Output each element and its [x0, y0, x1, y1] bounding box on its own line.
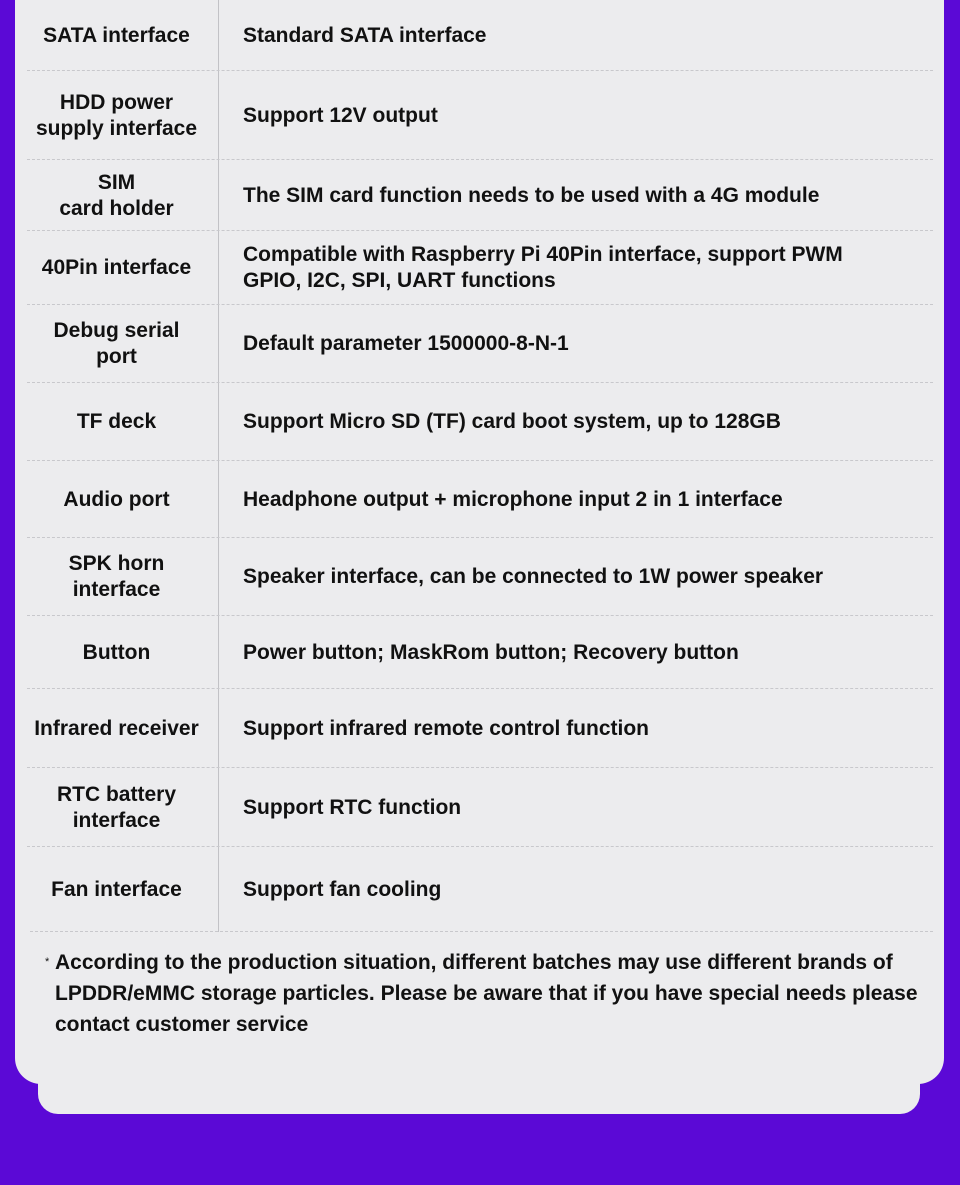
spec-label: RTC battery interface	[15, 768, 219, 847]
spec-row-spk-horn	[15, 538, 944, 616]
spec-card	[15, 0, 944, 1084]
spec-label: HDD power supply interface	[15, 71, 219, 160]
spec-label: Button	[15, 616, 219, 689]
spec-label: Audio port	[15, 461, 219, 538]
spec-label: Fan interface	[15, 847, 219, 932]
spec-label: Debug serial port	[15, 305, 219, 383]
spec-row-audio	[15, 461, 944, 538]
spec-value: Support RTC function	[243, 795, 462, 819]
spec-row-sata	[15, 0, 944, 71]
spec-label: SPK horn interface	[15, 538, 219, 616]
spec-value: Headphone output + microphone input 2 in 1 interface	[243, 487, 783, 511]
spec-row-fan	[15, 847, 944, 932]
spec-value: Default parameter 1500000-8-N-1	[243, 332, 569, 355]
spec-label: SATA interface	[15, 0, 219, 71]
spec-row-40pin	[15, 231, 944, 305]
spec-value: Power button; MaskRom button; Recovery button	[243, 640, 739, 664]
spec-row-sim	[15, 160, 944, 231]
spec-row-hdd-power	[15, 71, 944, 160]
footnote	[45, 947, 945, 1040]
spec-value: Compatible with Raspberry Pi 40Pin interface, support PWM GPIO, I2C, SPI, UART functions	[243, 243, 843, 292]
spec-label: SIM card holder	[15, 160, 219, 231]
spec-row-tf-deck	[15, 383, 944, 461]
spec-label: 40Pin interface	[15, 231, 219, 305]
spec-value: Support Micro SD (TF) card boot system, up to 128GB	[243, 410, 781, 433]
spec-value: Support 12V output	[243, 103, 438, 127]
spec-value: Standard SATA interface	[243, 23, 487, 47]
footnote-text: According to the production situation, different batches may use different brands of LPDDR/eMMC storage particles. Please be aware that if you have special needs please contact customer service	[55, 951, 918, 1036]
spec-value: Support infrared remote control function	[243, 716, 650, 740]
footnote-asterisk: *	[45, 956, 50, 968]
spec-label: TF deck	[15, 383, 219, 461]
spec-value: Support fan cooling	[243, 877, 442, 901]
spec-row-debug-serial	[15, 305, 944, 383]
spec-row-rtc-battery	[15, 768, 944, 847]
spec-row-infrared	[15, 689, 944, 768]
spec-label: Infrared receiver	[15, 689, 219, 768]
spec-value: The SIM card function needs to be used with a 4G module	[243, 183, 820, 207]
spec-value: Speaker interface, can be connected to 1W power speaker	[243, 565, 824, 588]
spec-row-button	[15, 616, 944, 689]
